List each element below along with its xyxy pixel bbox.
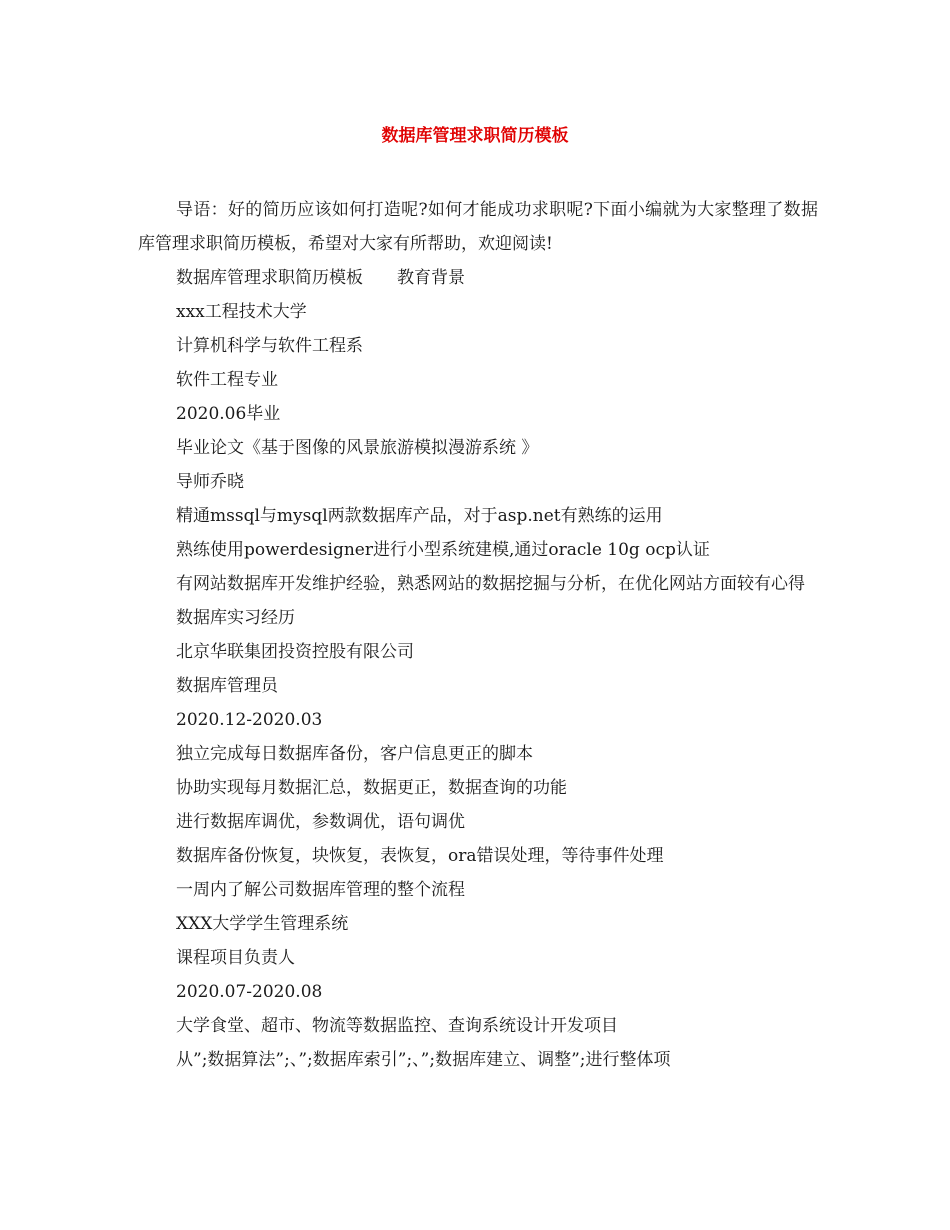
intro-paragraph: 导语：好的简历应该如何打造呢?如何才能成功求职呢?下面小编就为大家整理了数据库管理求职简历模板，希望对大家有所帮助，欢迎阅读! [138,200,818,254]
project-description: 从”;数据算法”;、”;数据库索引”;、”;数据库建立、调整”;进行整体项 [176,1050,671,1070]
project-period: 2020.07-2020.08 [176,982,323,1002]
duty-line: 协助实现每月数据汇总，数据更正，数据查询的功能 [176,778,567,798]
duty-line: 数据库备份恢复，块恢复，表恢复，ora错误处理，等待事件处理 [176,846,664,866]
document-title: 数据库管理求职简历模板 [381,126,569,146]
major-name: 软件工程专业 [176,370,278,390]
duty-line: 进行数据库调优，参数调优，语句调优 [176,812,465,832]
advisor-name: 导师乔晓 [176,472,244,492]
document-body [138,193,818,1077]
skill-line: 熟练使用powerdesigner进行小型系统建模,通过oracle 10g ocp认证 [176,540,710,560]
project-name: XXX大学学生管理系统 [176,914,349,934]
duty-line: 一周内了解公司数据库管理的整个流程 [176,880,465,900]
project-role: 课程项目负责人 [176,948,295,968]
company-name: 北京华联集团投资控股有限公司 [176,642,414,662]
thesis-title: 毕业论文《基于图像的风景旅游模拟漫游系统 》 [176,438,539,458]
skill-line: 有网站数据库开发维护经验，熟悉网站的数据挖掘与分析，在优化网站方面较有心得 [176,574,805,594]
project-description: 大学食堂、超市、物流等数据监控、查询系统设计开发项目 [176,1016,618,1036]
graduation-date: 2020.06毕业 [176,404,281,424]
skill-line: 精通mssql与mysql两款数据库产品，对于asp.net有熟练的运用 [176,506,663,526]
university-name: xxx工程技术大学 [176,302,307,322]
section-heading-internship: 数据库实习经历 [176,608,295,628]
job-title: 数据库管理员 [176,676,278,696]
duty-line: 独立完成每日数据库备份，客户信息更正的脚本 [176,744,533,764]
department-name: 计算机科学与软件工程系 [176,336,363,356]
internship-period: 2020.12-2020.03 [176,710,323,730]
section-heading-education: 数据库管理求职简历模板 教育背景 [176,268,465,288]
